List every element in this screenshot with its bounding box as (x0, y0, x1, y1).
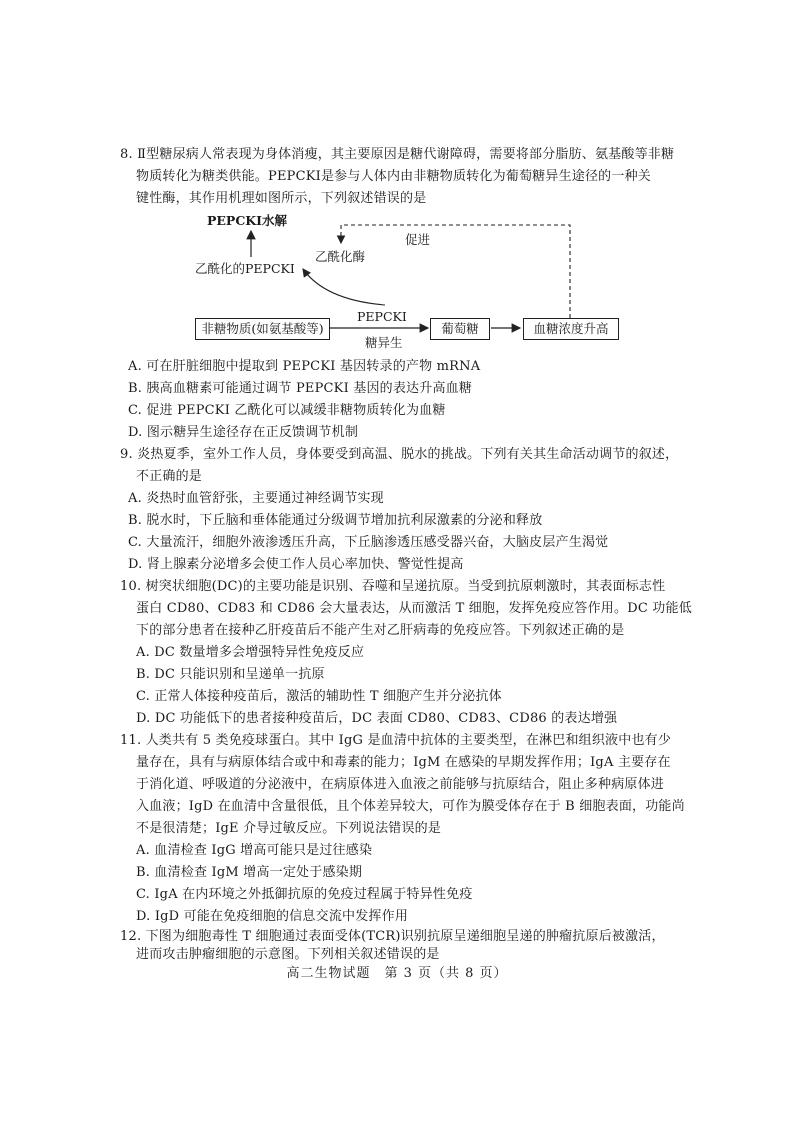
text-line: 11. 人类共有 5 类免疫球蛋白。其中 IgG 是血清中抗体的主要类型，在淋巴和组织液中也有少 (120, 733, 672, 748)
option-b: B. 脱水时，下丘脑和垂体能通过分级调节增加抗利尿激素的分泌和释放 (128, 513, 543, 528)
option-d: D. 图示糖异生途径存在正反馈调节机制 (128, 425, 359, 440)
option-a: A. 可在肝脏细胞中提取到 PEPCKI 基因转录的产物 mRNA (128, 359, 481, 374)
option-a: A. 血清检查 IgG 增高可能只是过往感染 (136, 843, 373, 858)
box-glucose: 葡萄糖 (430, 318, 490, 340)
option-b: B. DC 只能识别和呈递单一抗原 (136, 667, 325, 682)
text-line: 量存在，具有与病原体结合或中和毒素的能力；IgM 在感染的早期发挥作用；IgA 主要存在 (136, 755, 671, 770)
arrow-pepcki-to-acetylated (303, 269, 385, 305)
text-line: 不正确的是 (136, 469, 203, 484)
text-line: 物质转化为糖类供能。PEPCKI是参与人体内由非糖物质转化为葡萄糖异生途径的一种关 (136, 169, 651, 184)
box-non-sugar-substances: 非糖物质(如氨基酸等) (195, 318, 330, 340)
option-b: B. 血清检查 IgM 增高一定处于感染期 (136, 865, 363, 880)
label-gluconeogenesis: 糖异生 (365, 335, 403, 350)
option-b: B. 胰高血糖素可能通过调节 PEPCKI 基因的表达升高血糖 (128, 381, 473, 396)
option-d: D. 肾上腺素分泌增多会使工作人员心率加快、警觉性提高 (128, 557, 464, 572)
text-line: 进而攻击肿瘤细胞的示意图。下列相关叙述错误的是 (136, 947, 440, 962)
text-line: 入血液；IgD 在血清中含量很低，且个体差异较大，可作为膜受体存在于 B 细胞表面，功能尚 (136, 799, 685, 814)
text-line: 蛋白 CD80、CD83 和 CD86 会大量表达，从而激活 T 细胞，发挥免疫应答作用。DC 功能低 (136, 601, 692, 616)
text-line: 9. 炎热夏季，室外工作人员，身体要受到高温、脱水的挑战。下列有关其生命活动调节的叙述， (120, 447, 679, 462)
text-line: 下的部分患者在接种乙肝疫苗后不能产生对乙肝病毒的免疫应答。下列叙述正确的是 (136, 623, 625, 638)
option-c: C. 正常人体接种疫苗后，激活的辅助性 T 细胞产生并分泌抗体 (136, 689, 502, 704)
text-line: 键性酶，其作用机理如图所示，下列叙述错误的是 (136, 191, 427, 206)
option-d: D. DC 功能低下的患者接种疫苗后，DC 表面 CD80、CD83、CD86 的表达增强 (136, 711, 618, 726)
page-footer: 高二生物试题 第 3 页（共 8 页） (286, 966, 508, 981)
option-a: A. 炎热时血管舒张，主要通过神经调节实现 (128, 491, 384, 506)
option-c: C. 大量流汗，细胞外液渗透压升高，下丘脑渗透压感受器兴奋，大脑皮层产生渴觉 (128, 535, 609, 550)
text-line: 10. 树突状细胞(DC)的主要功能是识别、吞噬和呈递抗原。当受到抗原刺激时，其表面标志性 (120, 579, 666, 594)
option-c: C. 促进 PEPCKI 乙酰化可以减缓非糖物质转化为血糖 (128, 403, 446, 418)
label-promote: 促进 (405, 232, 431, 247)
label-hydrolysis: PEPCKI水解 (207, 213, 287, 228)
option-d: D. IgD 可能在免疫细胞的信息交流中发挥作用 (136, 909, 409, 924)
label-acetylase: 乙酰化酶 (315, 249, 366, 264)
label-acetylated-pepcki: 乙酰化的PEPCKI (195, 261, 295, 276)
option-c: C. IgA 在内环境之外抵御抗原的免疫过程属于特异性免疫 (136, 887, 473, 902)
pepcki-mechanism-diagram (185, 205, 625, 355)
text-line: 12. 下图为细胞毒性 T 细胞通过表面受体(TCR)识别抗原呈递细胞呈递的肿瘤抗原后被激活， (120, 929, 665, 944)
text-line: 于消化道、呼吸道的分泌液中，在病原体进入血液之前能够与抗原结合，阻止多种病原体进 (136, 777, 665, 792)
option-a: A. DC 数量增多会增强特异性免疫反应 (136, 645, 365, 660)
label-pepcki-enzyme: PEPCKI (357, 309, 407, 324)
text-line: 不是很清楚；IgE 介导过敏反应。下列说法错误的是 (136, 821, 442, 836)
text-line: 8. Ⅱ型糖尿病人常表现为身体消瘦，其主要原因是糖代谢障碍，需要将部分脂肪、氨基酸等非糖 (120, 147, 675, 162)
box-blood-glucose-rise: 血糖浓度升高 (523, 318, 619, 340)
